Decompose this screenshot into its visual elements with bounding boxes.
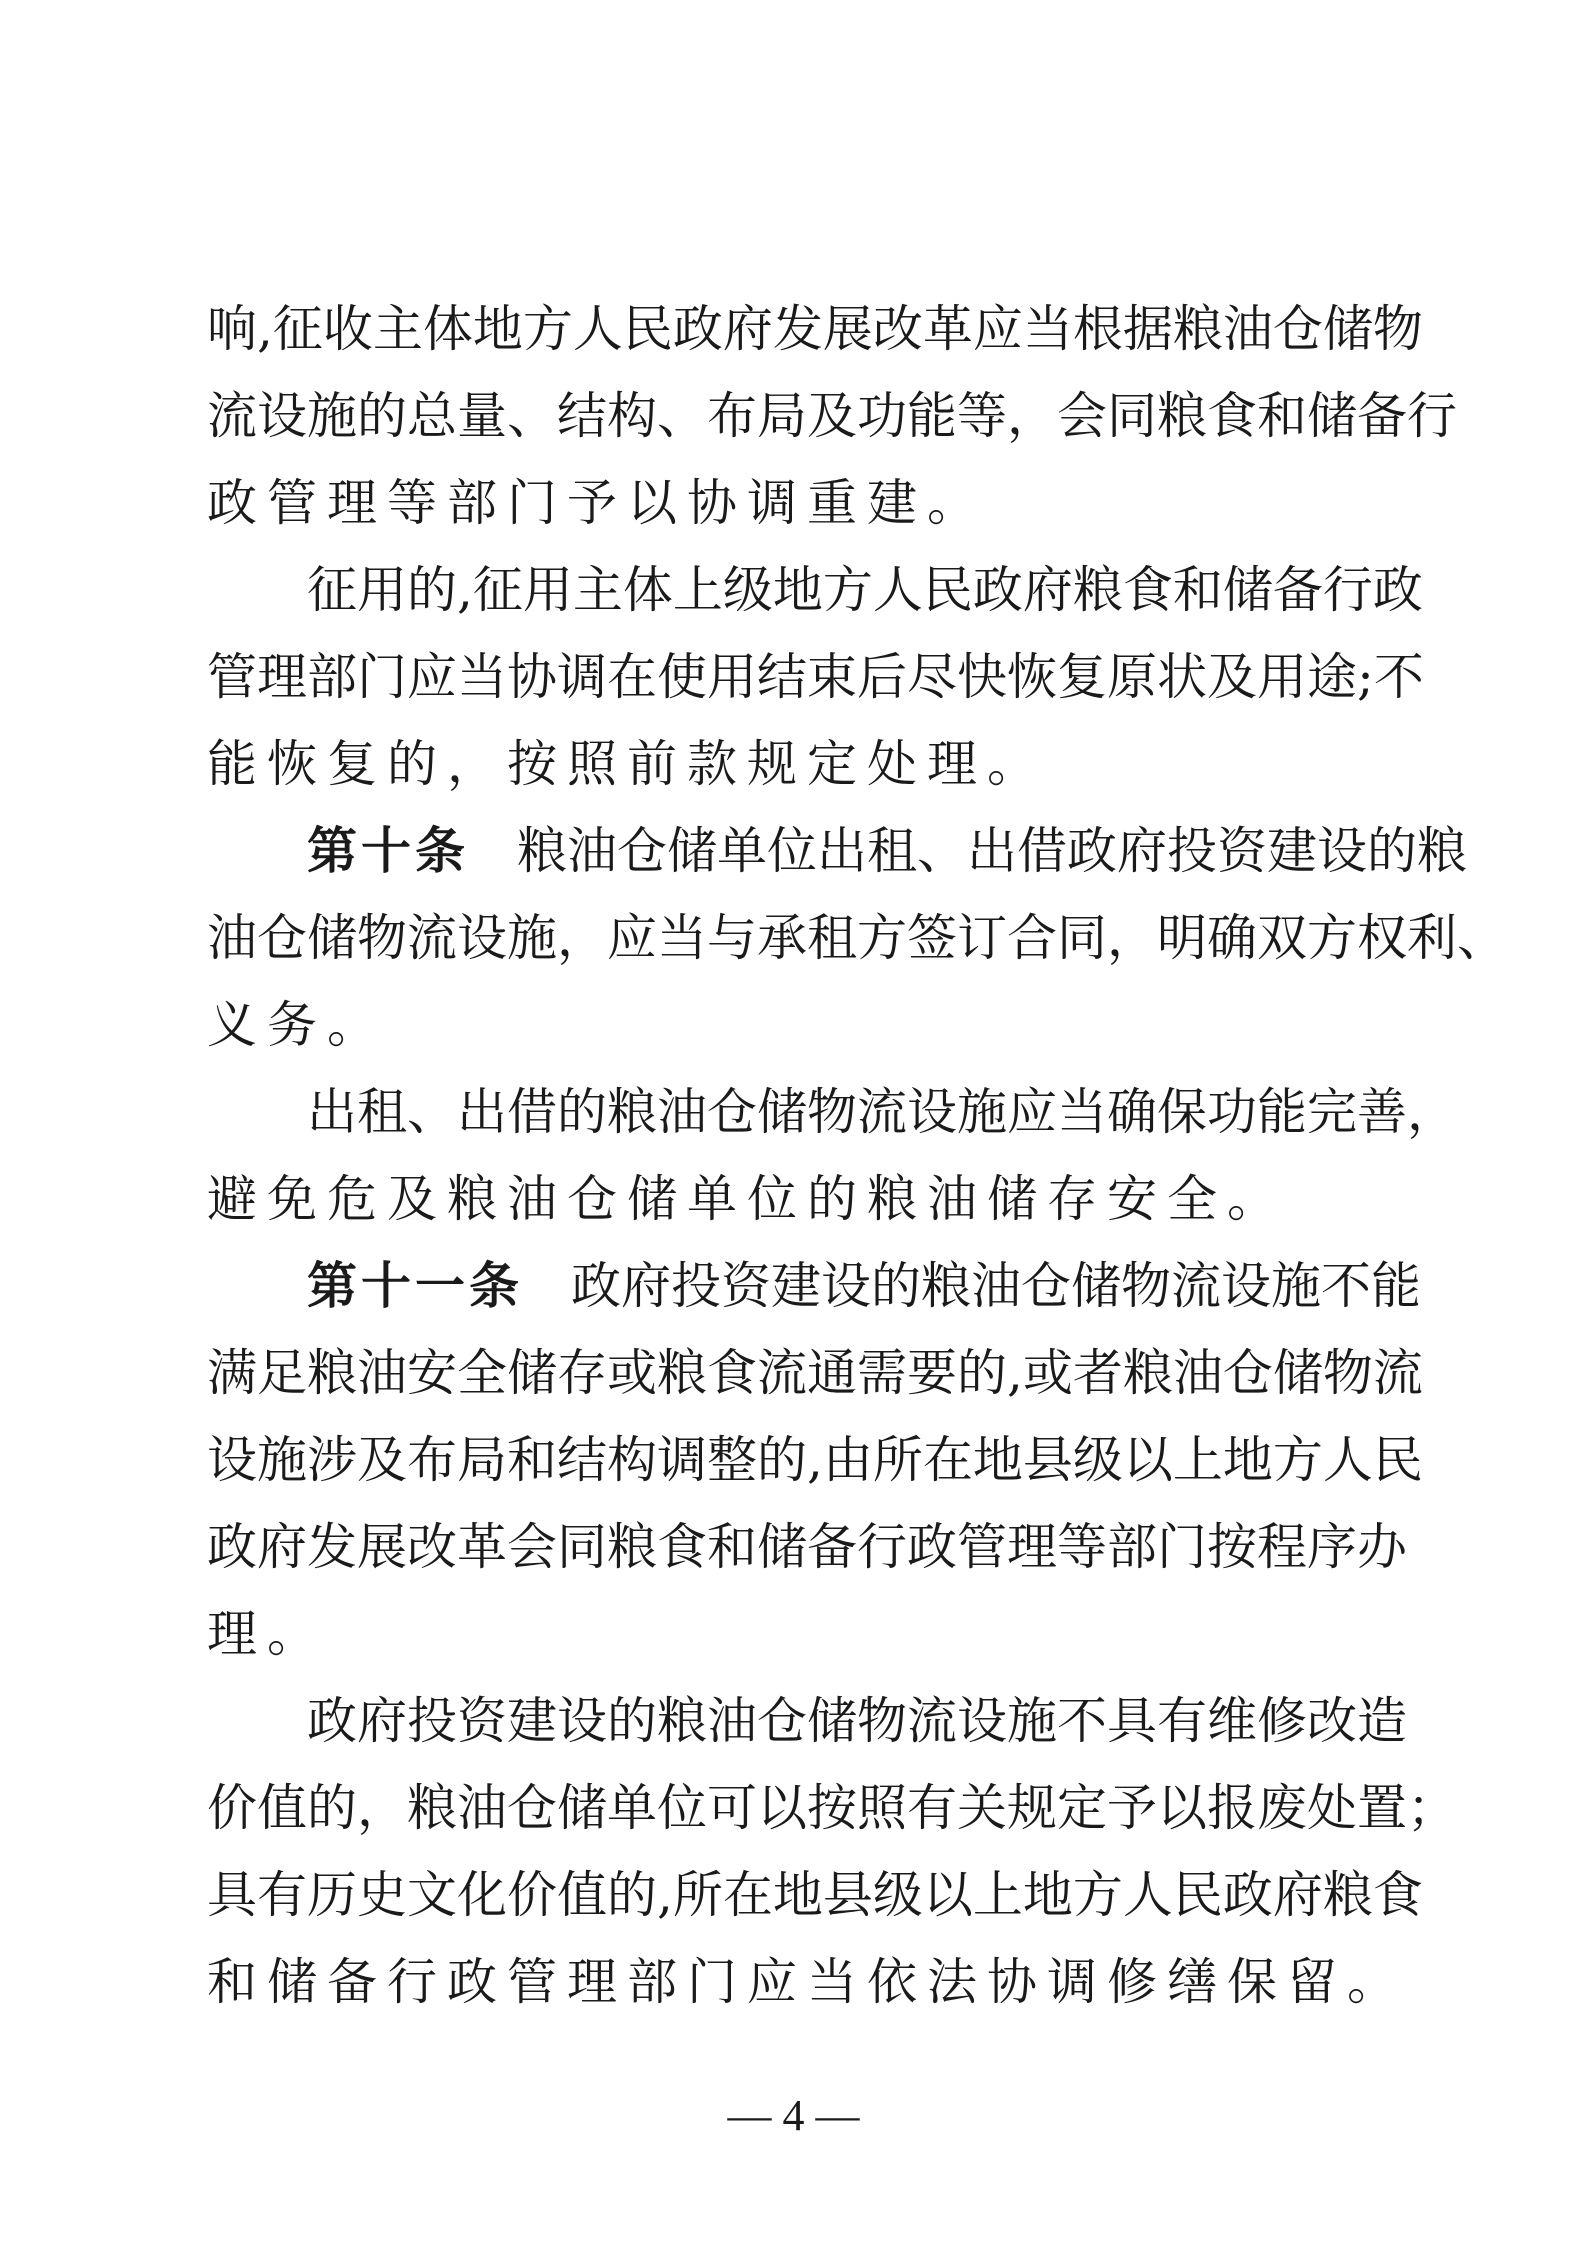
article-heading-line	[207, 808, 1467, 895]
text-line: 满足粮油安全储存或粮食流通需要的,或者粮油仓储物流	[207, 1344, 1423, 1402]
text-line: 政府发展改革会同粮食和储备行政管理等部门按程序办	[207, 1518, 1407, 1576]
text-line: 管理部门应当协调在使用结束后尽快恢复原状及用途;不	[207, 648, 1424, 706]
text-line: 理。	[207, 1605, 327, 1663]
text-line: 能恢复的，按照前款规定处理。	[207, 735, 1047, 793]
text-line: 避免危及粮油仓储单位的粮油储存安全。	[207, 1170, 1287, 1228]
article-heading-line	[207, 1243, 1421, 1330]
article-text: 粮油仓储单位出租、出借政府投资建设的粮	[517, 822, 1467, 880]
article-text: 政府投资建设的粮油仓储物流设施不能	[571, 1257, 1421, 1315]
text-line: 具有历史文化价值的,所在地县级以上地方人民政府粮食	[207, 1866, 1423, 1924]
text-line: 流设施的总量、结构、布局及功能等，会同粮食和储备行	[207, 387, 1457, 445]
text-line: 出租、出借的粮油仓储物流设施应当确保功能完善，	[307, 1083, 1457, 1141]
article-label: 第十一条	[307, 1257, 523, 1315]
document-body	[207, 286, 1507, 2026]
text-line: 响,征收主体地方人民政府发展改革应当根据粮油仓储物	[207, 300, 1423, 358]
text-line: 义务。	[207, 996, 387, 1054]
text-line: 政府投资建设的粮油仓储物流设施不具有维修改造	[307, 1692, 1407, 1750]
text-line: 征用的,征用主体上级地方人民政府粮食和储备行政	[307, 561, 1423, 619]
page-number: — 4 —	[727, 2091, 860, 2140]
text-line: 设施涉及布局和结构调整的,由所在地县级以上地方人民	[207, 1431, 1423, 1489]
text-line: 和储备行政管理部门应当依法协调修缮保留。	[207, 1953, 1407, 2011]
text-line: 油仓储物流设施，应当与承租方签订合同，明确双方权利、	[207, 909, 1507, 967]
article-label: 第十条	[307, 822, 469, 880]
text-line: 政管理等部门予以协调重建。	[207, 474, 987, 532]
text-line: 价值的，粮油仓储单位可以按照有关规定予以报废处置；	[207, 1779, 1457, 1837]
